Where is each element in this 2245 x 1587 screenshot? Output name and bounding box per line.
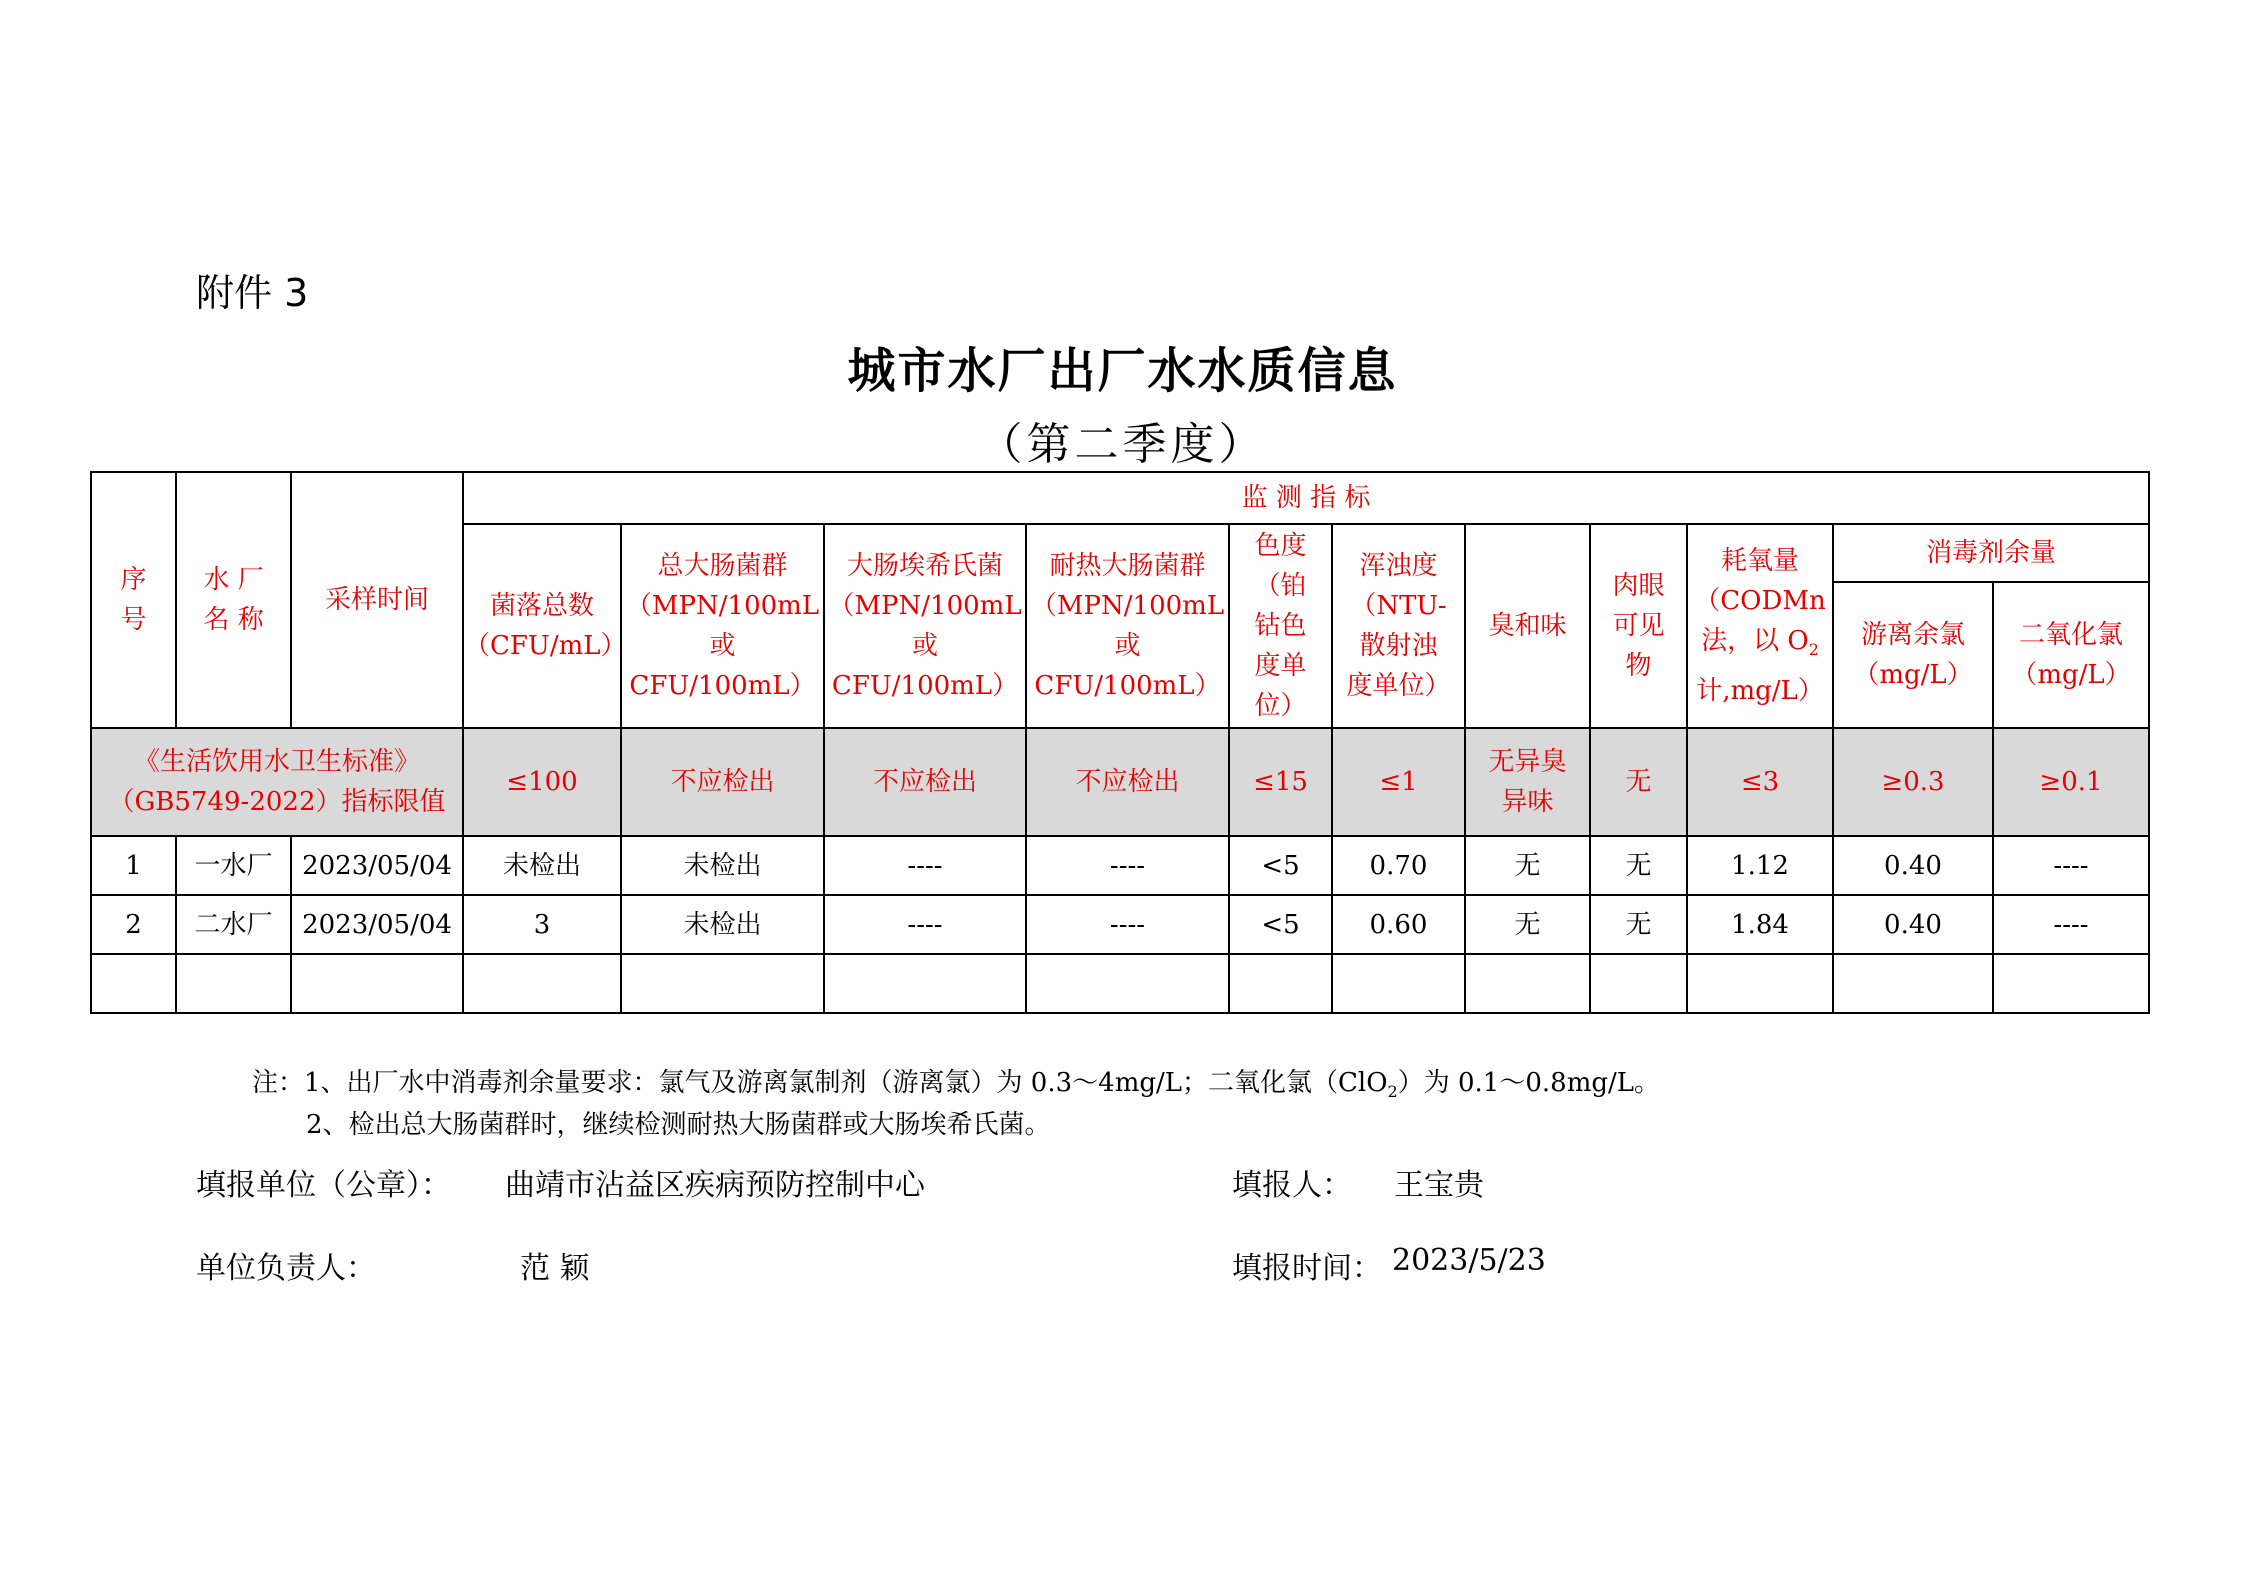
- standard-label: 《生活饮用水卫生标准》 （GB5749-2022）指标限值: [91, 728, 463, 836]
- header-turbidity: 浑浊度 （NTU- 散射浊 度单位）: [1332, 524, 1465, 728]
- standard-value: ≤100: [463, 728, 621, 836]
- standard-value: 不应检出: [621, 728, 824, 836]
- row-value: ----: [1993, 836, 2149, 895]
- empty-cell: [1332, 954, 1465, 1013]
- row-value: 0.70: [1332, 836, 1465, 895]
- row-seq: 1: [91, 836, 176, 895]
- standard-value: ≤3: [1687, 728, 1833, 836]
- row-seq: 2: [91, 895, 176, 954]
- row-value: 无: [1465, 836, 1590, 895]
- row-value: 3: [463, 895, 621, 954]
- row-value: 1.84: [1687, 895, 1833, 954]
- header-color: 色度 （铂 钴色 度单 位）: [1229, 524, 1332, 728]
- page-subtitle: （第二季度）: [978, 419, 1267, 470]
- row-value: 未检出: [463, 836, 621, 895]
- row-plant: 一水厂: [176, 836, 291, 895]
- header-colony-count: 菌落总数 （CFU/mL）: [463, 524, 621, 728]
- header-sample-time: 采样时间: [291, 472, 463, 728]
- empty-cell: [1993, 954, 2149, 1013]
- row-value: <5: [1229, 895, 1332, 954]
- reporter-value: 王宝贵: [1394, 1168, 1484, 1203]
- empty-cell: [824, 954, 1026, 1013]
- row-plant: 二水厂: [176, 895, 291, 954]
- table-row: [91, 895, 2149, 954]
- empty-cell: [176, 954, 291, 1013]
- empty-cell: [463, 954, 621, 1013]
- header-disinfectant-residual: 消毒剂余量: [1833, 524, 2149, 582]
- row-value: <5: [1229, 836, 1332, 895]
- water-quality-table: [90, 471, 2150, 1014]
- note-1-subscript: 2: [1387, 1082, 1398, 1102]
- row-value: 0.60: [1332, 895, 1465, 954]
- unit-head-label: 单位负责人：: [196, 1251, 376, 1286]
- header-odor: 臭和味: [1465, 524, 1590, 728]
- row-value: 无: [1590, 836, 1687, 895]
- row-value: ----: [824, 836, 1026, 895]
- header-seq: 序 号: [91, 472, 176, 728]
- note-1-text-a: 注：1、出厂水中消毒剂余量要求：氯气及游离氯制剂（游离氯）为 0.3～4mg/L；二氧化氯（ClO: [252, 1068, 1388, 1098]
- header-visible-matter: 肉眼 可见 物: [1590, 524, 1687, 728]
- unit-head-value: 范 颖: [520, 1251, 590, 1286]
- empty-cell: [91, 954, 176, 1013]
- empty-cell: [291, 954, 463, 1013]
- standard-value: 无异臭 异味: [1465, 728, 1590, 836]
- row-value: 1.12: [1687, 836, 1833, 895]
- row-value: 0.40: [1833, 895, 1993, 954]
- header-e-coli: 大肠埃希氏菌 （MPN/100mL 或 CFU/100mL）: [824, 524, 1026, 728]
- table-row: [91, 836, 2149, 895]
- note-2: 2、检出总大肠菌群时，继续检测耐热大肠菌群或大肠埃希氏菌。: [306, 1110, 1051, 1140]
- empty-cell: [1687, 954, 1833, 1013]
- header-cod-line2: 计,mg/L）: [1696, 675, 1824, 706]
- header-total-coliform: 总大肠菌群 （MPN/100mL 或 CFU/100mL）: [621, 524, 824, 728]
- standard-value: ≥0.1: [1993, 728, 2149, 836]
- reporter-label: 填报人：: [1232, 1168, 1352, 1203]
- empty-cell: [1229, 954, 1332, 1013]
- report-time-label: 填报时间：: [1232, 1251, 1382, 1286]
- standard-value: 无: [1590, 728, 1687, 836]
- row-value: ----: [1026, 836, 1229, 895]
- row-date: 2023/05/04: [291, 836, 463, 895]
- empty-cell: [1833, 954, 1993, 1013]
- standard-value: 不应检出: [824, 728, 1026, 836]
- standard-value: ≤15: [1229, 728, 1332, 836]
- attachment-label: 附件 3: [196, 271, 309, 315]
- row-value: 无: [1465, 895, 1590, 954]
- header-thermotolerant-coliform: 耐热大肠菌群 （MPN/100mL 或 CFU/100mL）: [1026, 524, 1229, 728]
- report-time-value: 2023/5/23: [1392, 1243, 1546, 1278]
- standard-value: ≤1: [1332, 728, 1465, 836]
- header-free-chlorine: 游离余氯 （mg/L）: [1833, 582, 1993, 728]
- header-monitoring-indicators: 监 测 指 标: [463, 472, 2149, 524]
- row-value: 未检出: [621, 836, 824, 895]
- header-plant-name: 水 厂 名 称: [176, 472, 291, 728]
- row-value: ----: [1993, 895, 2149, 954]
- header-oxygen-consumption: [1687, 524, 1833, 728]
- empty-cell: [621, 954, 824, 1013]
- empty-cell: [1465, 954, 1590, 1013]
- header-chlorine-dioxide: 二氧化氯 （mg/L）: [1993, 582, 2149, 728]
- row-value: 0.40: [1833, 836, 1993, 895]
- row-date: 2023/05/04: [291, 895, 463, 954]
- reporting-unit-label: 填报单位（公章）：: [196, 1168, 451, 1203]
- page-title: 城市水厂出厂水水质信息: [847, 343, 1398, 399]
- note-1: [252, 1062, 1660, 1101]
- header-cod-line1: 耗氧量 （CODMn 法，以 O: [1694, 546, 1826, 657]
- row-value: ----: [1026, 895, 1229, 954]
- empty-cell: [1026, 954, 1229, 1013]
- standard-value: ≥0.3: [1833, 728, 1993, 836]
- empty-cell: [1590, 954, 1687, 1013]
- table-row-empty: [91, 954, 2149, 1013]
- row-value: ----: [824, 895, 1026, 954]
- standard-value: 不应检出: [1026, 728, 1229, 836]
- header-cod-subscript: 2: [1808, 640, 1819, 660]
- row-value: 未检出: [621, 895, 824, 954]
- note-1-text-b: ）为 0.1～0.8mg/L。: [1397, 1068, 1661, 1098]
- row-value: 无: [1590, 895, 1687, 954]
- reporting-unit-value: 曲靖市沾益区疾病预防控制中心: [505, 1168, 925, 1203]
